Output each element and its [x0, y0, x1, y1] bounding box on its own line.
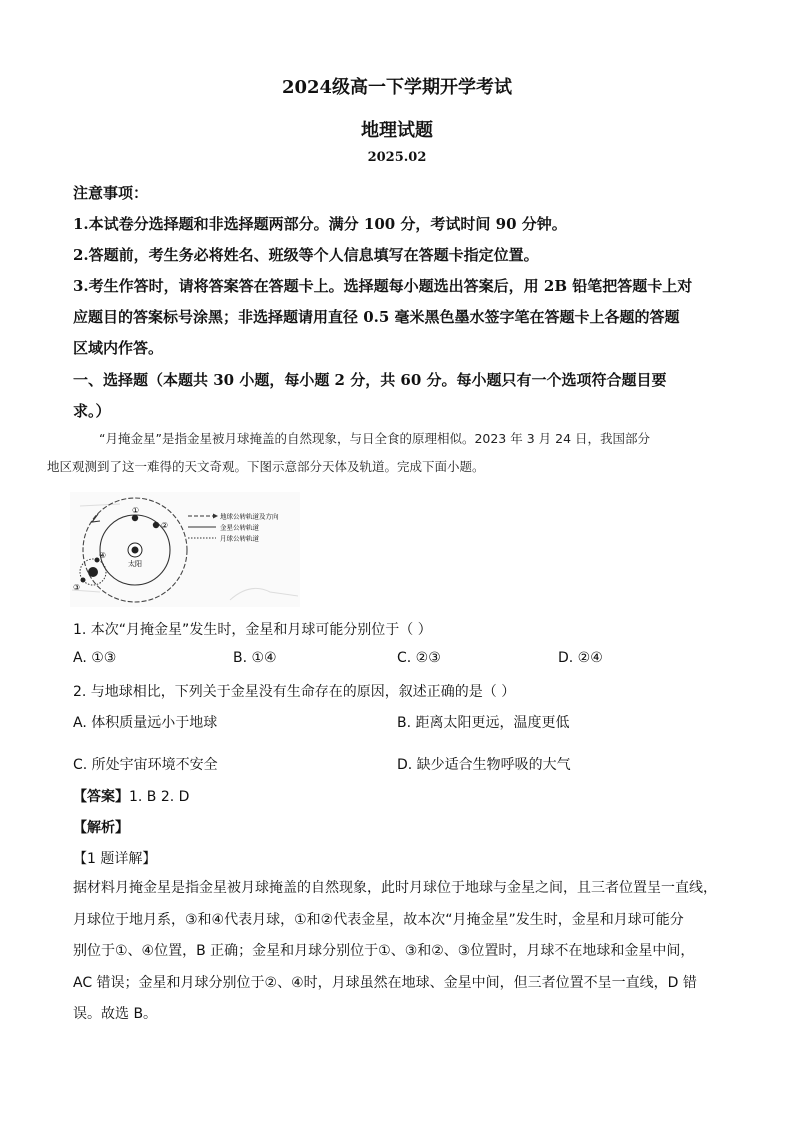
exam-title: 2024级高一下学期开学考试 — [281, 77, 513, 98]
question-2-option-d: D. 缺少适合生物呼吸的大气 — [397, 757, 571, 773]
explanation — [73, 873, 723, 1031]
passage — [47, 425, 723, 481]
question-2-option-a: A. 体积质量远小于地球 — [73, 715, 218, 731]
notes-item-1: 1.本试卷分选择题和非选择题两部分。满分 100 分，考试时间 90 分钟。 — [73, 215, 567, 233]
passage-line-1: “月掩金星”是指金星被月球掩盖的自然现象，与日全食的原理相似。2023 年 3 月 24 日，我国部分 — [99, 431, 650, 446]
legend-venus-label: 金星公转轨道 — [220, 523, 259, 532]
notes-item-3-line-1: 3.考生作答时，请将答案答在答题卡上。选择题每小题选出答案后，用 2B 铅笔把答题卡上对 — [73, 277, 693, 295]
explanation-line-5: 误。故选 B。 — [73, 1006, 158, 1022]
notes-item-3-line-2: 应题目的答案标号涂黑；非选择题请用直径 0.5 毫米黑色墨水签字笔在答题卡上各题的答题 — [73, 308, 680, 326]
venus-position-1 — [132, 515, 138, 521]
notes-heading: 注意事项： — [73, 184, 149, 202]
mark-2: ② — [161, 521, 169, 530]
subject-title: 地理试题 — [361, 120, 433, 141]
moon-position-3 — [81, 578, 86, 583]
orbit-diagram — [70, 492, 300, 607]
question-1-option-b: B. ①④ — [233, 650, 277, 666]
explanation-line-2: 月球位于地月系，③和④代表月球，①和②代表金星，故本次“月掩金星”发生时，金星和月球可能分 — [73, 911, 684, 928]
answer-row — [73, 786, 189, 806]
question-2-stem: 2. 与地球相比，下列关于金星没有生命存在的原因，叙述正确的是（ ） — [73, 684, 516, 700]
analysis-label: 【解析】 — [73, 820, 129, 836]
explanation-line-1: 据材料月掩金星是指金星被月球掩盖的自然现象，此时月球位于地球与金星之间，且三者位置呈一直线， — [73, 880, 717, 896]
explanation-line-3: 别位于①、④位置，B 正确；金星和月球分别位于①、③和②、③位置时，月球不在地球和金星中间， — [73, 943, 695, 959]
sun-label: 太阳 — [128, 560, 142, 568]
mark-4: ④ — [99, 551, 107, 560]
answer-value: 1. B 2. D — [129, 789, 190, 805]
question-1-stem: 1. 本次“月掩金星”发生时，金星和月球可能分别位于（ ） — [73, 622, 432, 638]
notes-item-3-line-3: 区域内作答。 — [73, 339, 164, 357]
legend-moon-label: 月球公转轨道 — [220, 534, 259, 543]
question-2-option-c: C. 所处宇宙环境不安全 — [73, 757, 218, 773]
venus-position-2 — [153, 522, 159, 528]
section-heading-line-2: 求。） — [73, 402, 111, 420]
mark-3: ③ — [73, 583, 81, 592]
explanation-line-4: AC 错误；金星和月球分别位于②、④时，月球虽然在地球、金星中间，但三者位置不呈一直线，D 错 — [73, 974, 697, 991]
question-1-option-a: A. ①③ — [73, 650, 117, 666]
exam-date: 2025.02 — [367, 150, 427, 165]
answer-label: 【答案】 — [73, 789, 129, 805]
passage-line-2: 地区观测到了这一难得的天文奇观。下图示意部分天体及轨道。完成下面小题。 — [47, 459, 485, 474]
notes-item-2: 2.答题前，考生务必将姓名、班级等个人信息填写在答题卡指定位置。 — [73, 246, 539, 264]
legend-earth-label: 地球公转轨道及方向 — [220, 512, 279, 521]
section-heading-line-1: 一、选择题（本题共 30 小题，每小题 2 分，共 60 分。每小题只有一个选项符合题目要 — [73, 371, 667, 389]
detail-heading: 【1 题详解】 — [73, 851, 157, 867]
question-2-option-b: B. 距离太阳更远，温度更低 — [397, 715, 570, 731]
sun-core — [132, 547, 139, 554]
question-1-option-d: D. ②④ — [558, 650, 603, 666]
mark-1: ① — [132, 506, 140, 515]
question-1-option-c: C. ②③ — [397, 650, 441, 666]
earth — [88, 567, 98, 577]
